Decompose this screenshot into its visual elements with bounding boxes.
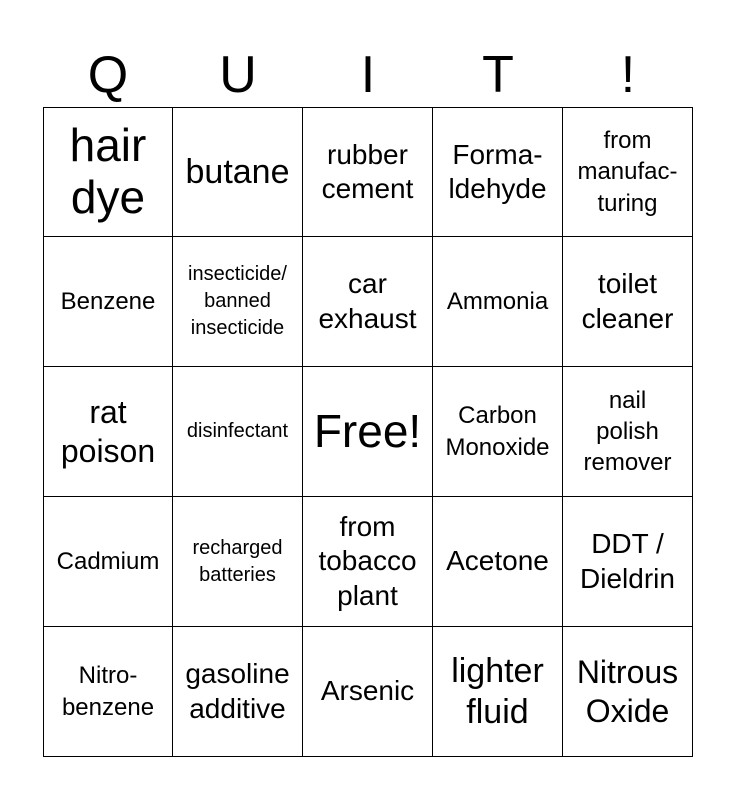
bingo-cell[interactable] [43,367,173,497]
bingo-cell[interactable] [433,497,563,627]
cell-label: hair dye [69,119,147,223]
bingo-cell[interactable] [173,497,303,627]
cell-label: butane [185,152,290,191]
cell-label: Cadmium [56,547,160,575]
bingo-cell[interactable] [303,107,433,237]
cell-label: from manufac- turing [577,127,678,217]
bingo-cell[interactable] [43,237,173,367]
header-letter-i: I [360,46,376,104]
bingo-cell[interactable] [303,627,433,757]
bingo-cell[interactable] [303,497,433,627]
cell-label: gasoline additive [185,658,290,724]
header-letter-exclamation: ! [620,46,636,104]
cell-label: Nitrous Oxide [576,654,679,729]
cell-label: recharged batteries [192,536,283,586]
bingo-cell[interactable] [43,107,173,237]
header-letter-q: Q [87,46,129,104]
bingo-cell[interactable] [173,367,303,497]
cell-label: disinfectant [186,420,289,442]
cell-label: Arsenic [320,675,415,707]
free-space-label: Free! [313,404,422,457]
cell-label: Acetone [446,545,549,577]
cell-label: DDT / Dieldrin [580,528,675,594]
bingo-cell[interactable] [433,367,563,497]
cell-label: rubber cement [321,138,414,204]
bingo-cell[interactable] [563,237,693,367]
cell-label: toilet cleaner [581,268,674,334]
header-letter-u: U [219,46,257,104]
cell-label: Benzene [60,287,156,315]
bingo-cell[interactable] [173,627,303,757]
bingo-header [43,44,693,106]
bingo-cell[interactable] [433,107,563,237]
cell-label: Forma- ldehyde [448,138,547,204]
bingo-cell[interactable] [173,107,303,237]
bingo-cell[interactable] [43,627,173,757]
cell-label: Carbon Monoxide [445,402,550,461]
bingo-board [43,107,693,757]
cell-label: rat poison [60,394,156,469]
bingo-cell[interactable] [563,627,693,757]
header-letter-t: T [482,46,514,104]
bingo-cell[interactable] [43,497,173,627]
bingo-cell[interactable] [433,237,563,367]
cell-label: lighter fluid [451,652,544,731]
bingo-cell[interactable] [173,237,303,367]
cell-label: Ammonia [446,287,549,315]
cell-label: nail polish remover [583,386,672,477]
bingo-cell[interactable] [433,627,563,757]
bingo-cell[interactable] [563,497,693,627]
bingo-cell[interactable] [563,367,693,497]
bingo-cell[interactable] [303,237,433,367]
cell-label: Nitro- benzene [61,662,155,721]
bingo-free-cell[interactable] [303,367,433,497]
cell-label: car exhaust [318,268,417,334]
cell-label: insecticide/ banned insecticide [188,263,287,339]
bingo-cell[interactable] [563,107,693,237]
cell-label: from tobacco plant [318,511,417,611]
